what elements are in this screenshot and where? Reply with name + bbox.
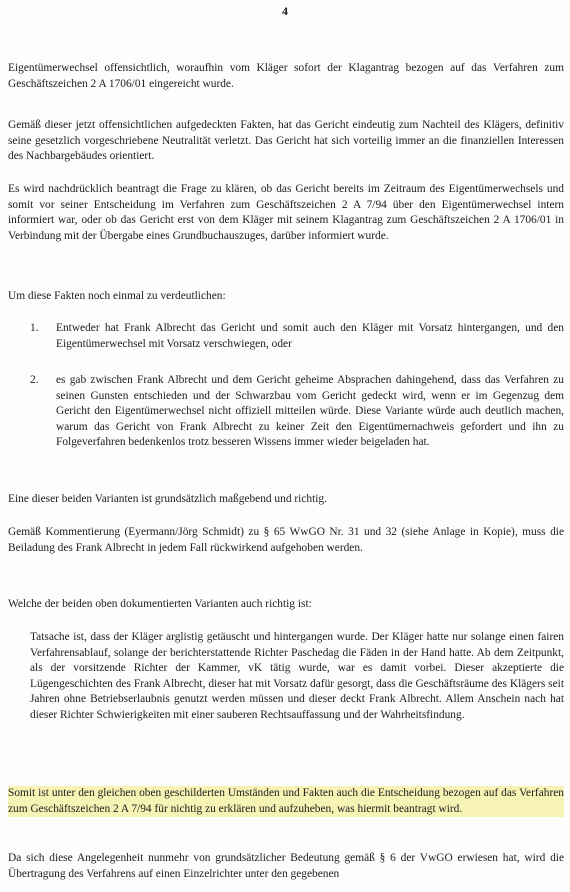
page-number: 4 (282, 4, 288, 18)
paragraph-2: Gemäß dieser jetzt offensichtlichen aufgedeckten Fakten, hat das Gericht eindeutig zum Nachteil des Klägers, definitiv seine gesetzlich vorgeschriebene Neutralität verletzt. Das Gericht hat sich vorteilig immer an die finanziellen Interessen des Nachbargebäudes orientiert. (8, 119, 564, 163)
paragraph-4: Um diese Fakten noch einmal zu verdeutlichen: (8, 290, 226, 302)
list-number-1: 1. (30, 322, 39, 334)
paragraph-7: Welche der beiden oben dokumentierten Varianten auch richtig ist: (8, 598, 312, 610)
paragraph-8: Tatsache ist, dass der Kläger arglistig getäuscht und hintergangen wurde. Der Kläger hatte nur solange einen fairen Verfahrensablauf, solange der berichterstattende Richter Paschedag die Fäden in der Hand hatte. Ab dem Zeitpunkt, als der vorsitzende Richter der Kammer, vK tätig wurde, war es damit vorbei. Dieser akzeptierte die Lügengeschichten des Frank Albrecht, dieser hat mit Vorsatz dafür gesorgt, dass die Geschäftsräume des Klägers seit Jahren ohne Betriebserlaubnis genutzt werden müssen und dieser deckt Frank Albrecht. Allem Anschein nach hat dieser Richter Schwierigkeiten mit einer sauberen Rechtsauffassung und der Wahrheitsfindung. (30, 631, 564, 721)
list-number-2: 2. (30, 374, 39, 386)
paragraph-5: Eine dieser beiden Varianten ist grundsätzlich maßgebend und richtig. (8, 493, 327, 505)
paragraph-1: Eigentümerwechsel offensichtlich, woraufhin vom Kläger sofort der Klagantrag bezogen auf das Verfahren zum Geschäftszeichen 2 A 1706/01 eingereicht wurde. (8, 62, 564, 90)
list-item-2: es gab zwischen Frank Albrecht und dem Gericht geheime Absprachen dahingehend, dass das Verfahren zu seinen Gunsten entschieden und der Schwarzbau vom Gericht gedeckt wird, wenn er im Gegenzug dem Gericht den Eigentümerwechsel nicht offiziell mitteilen würde. Diese Variante würde auch deutlich machen, warum das Gericht von Frank Albrecht zu keiner Zeit den Eigentümernachweis gefordert und ihn zu Folgeverfahren bedenkenlos trotz besseren Wissens immer wieder beigeladen hat. (56, 374, 564, 449)
list-item-1: Entweder hat Frank Albrecht das Gericht und somit auch den Kläger mit Vorsatz hintergangen, und den Eigentümerwechsel mit Vorsatz verschwiegen, oder (56, 322, 564, 350)
highlighted-paragraph: Somit ist unter den gleichen oben geschilderten Umständen und Fakten auch die Entscheidung bezogen auf das Verfahren zum Geschäftszeichen 2 A 7/94 für nichtig zu erklären und aufzuheben, was hiermit beantragt wird. (8, 786, 564, 817)
paragraph-10: Da sich diese Angelegenheit nunmehr von grundsätzlicher Bedeutung gemäß § 6 der VwGO erwiesen hat, wird die Übertragung des Verfahrens auf einen Einzelrichter unter den gegebenen (8, 852, 564, 880)
paragraph-6: Gemäß Kommentierung (Eyermann/Jörg Schmidt) zu § 65 WwGO Nr. 31 und 32 (siehe Anlage in Kopie), muss die Beiladung des Frank Albrecht in jedem Fall rückwirkend aufgehoben werden. (8, 526, 564, 554)
paragraph-3: Es wird nachdrücklich beantragt die Frage zu klären, ob das Gericht bereits im Zeitraum des Eigentümerwechsels und somit vor seiner Entscheidung im Verfahren zum Geschäftszeichen 2 A 7/94 über den Eigentümerwechsel intern informiert war, oder ob das Gericht erst von dem Kläger mit seinem Klagantrag zum Geschäftszeichen 2 A 1706/01 in Verbindung mit der Übergabe eines Grundbuchauszuges, darüber informiert wurde. (8, 183, 564, 242)
